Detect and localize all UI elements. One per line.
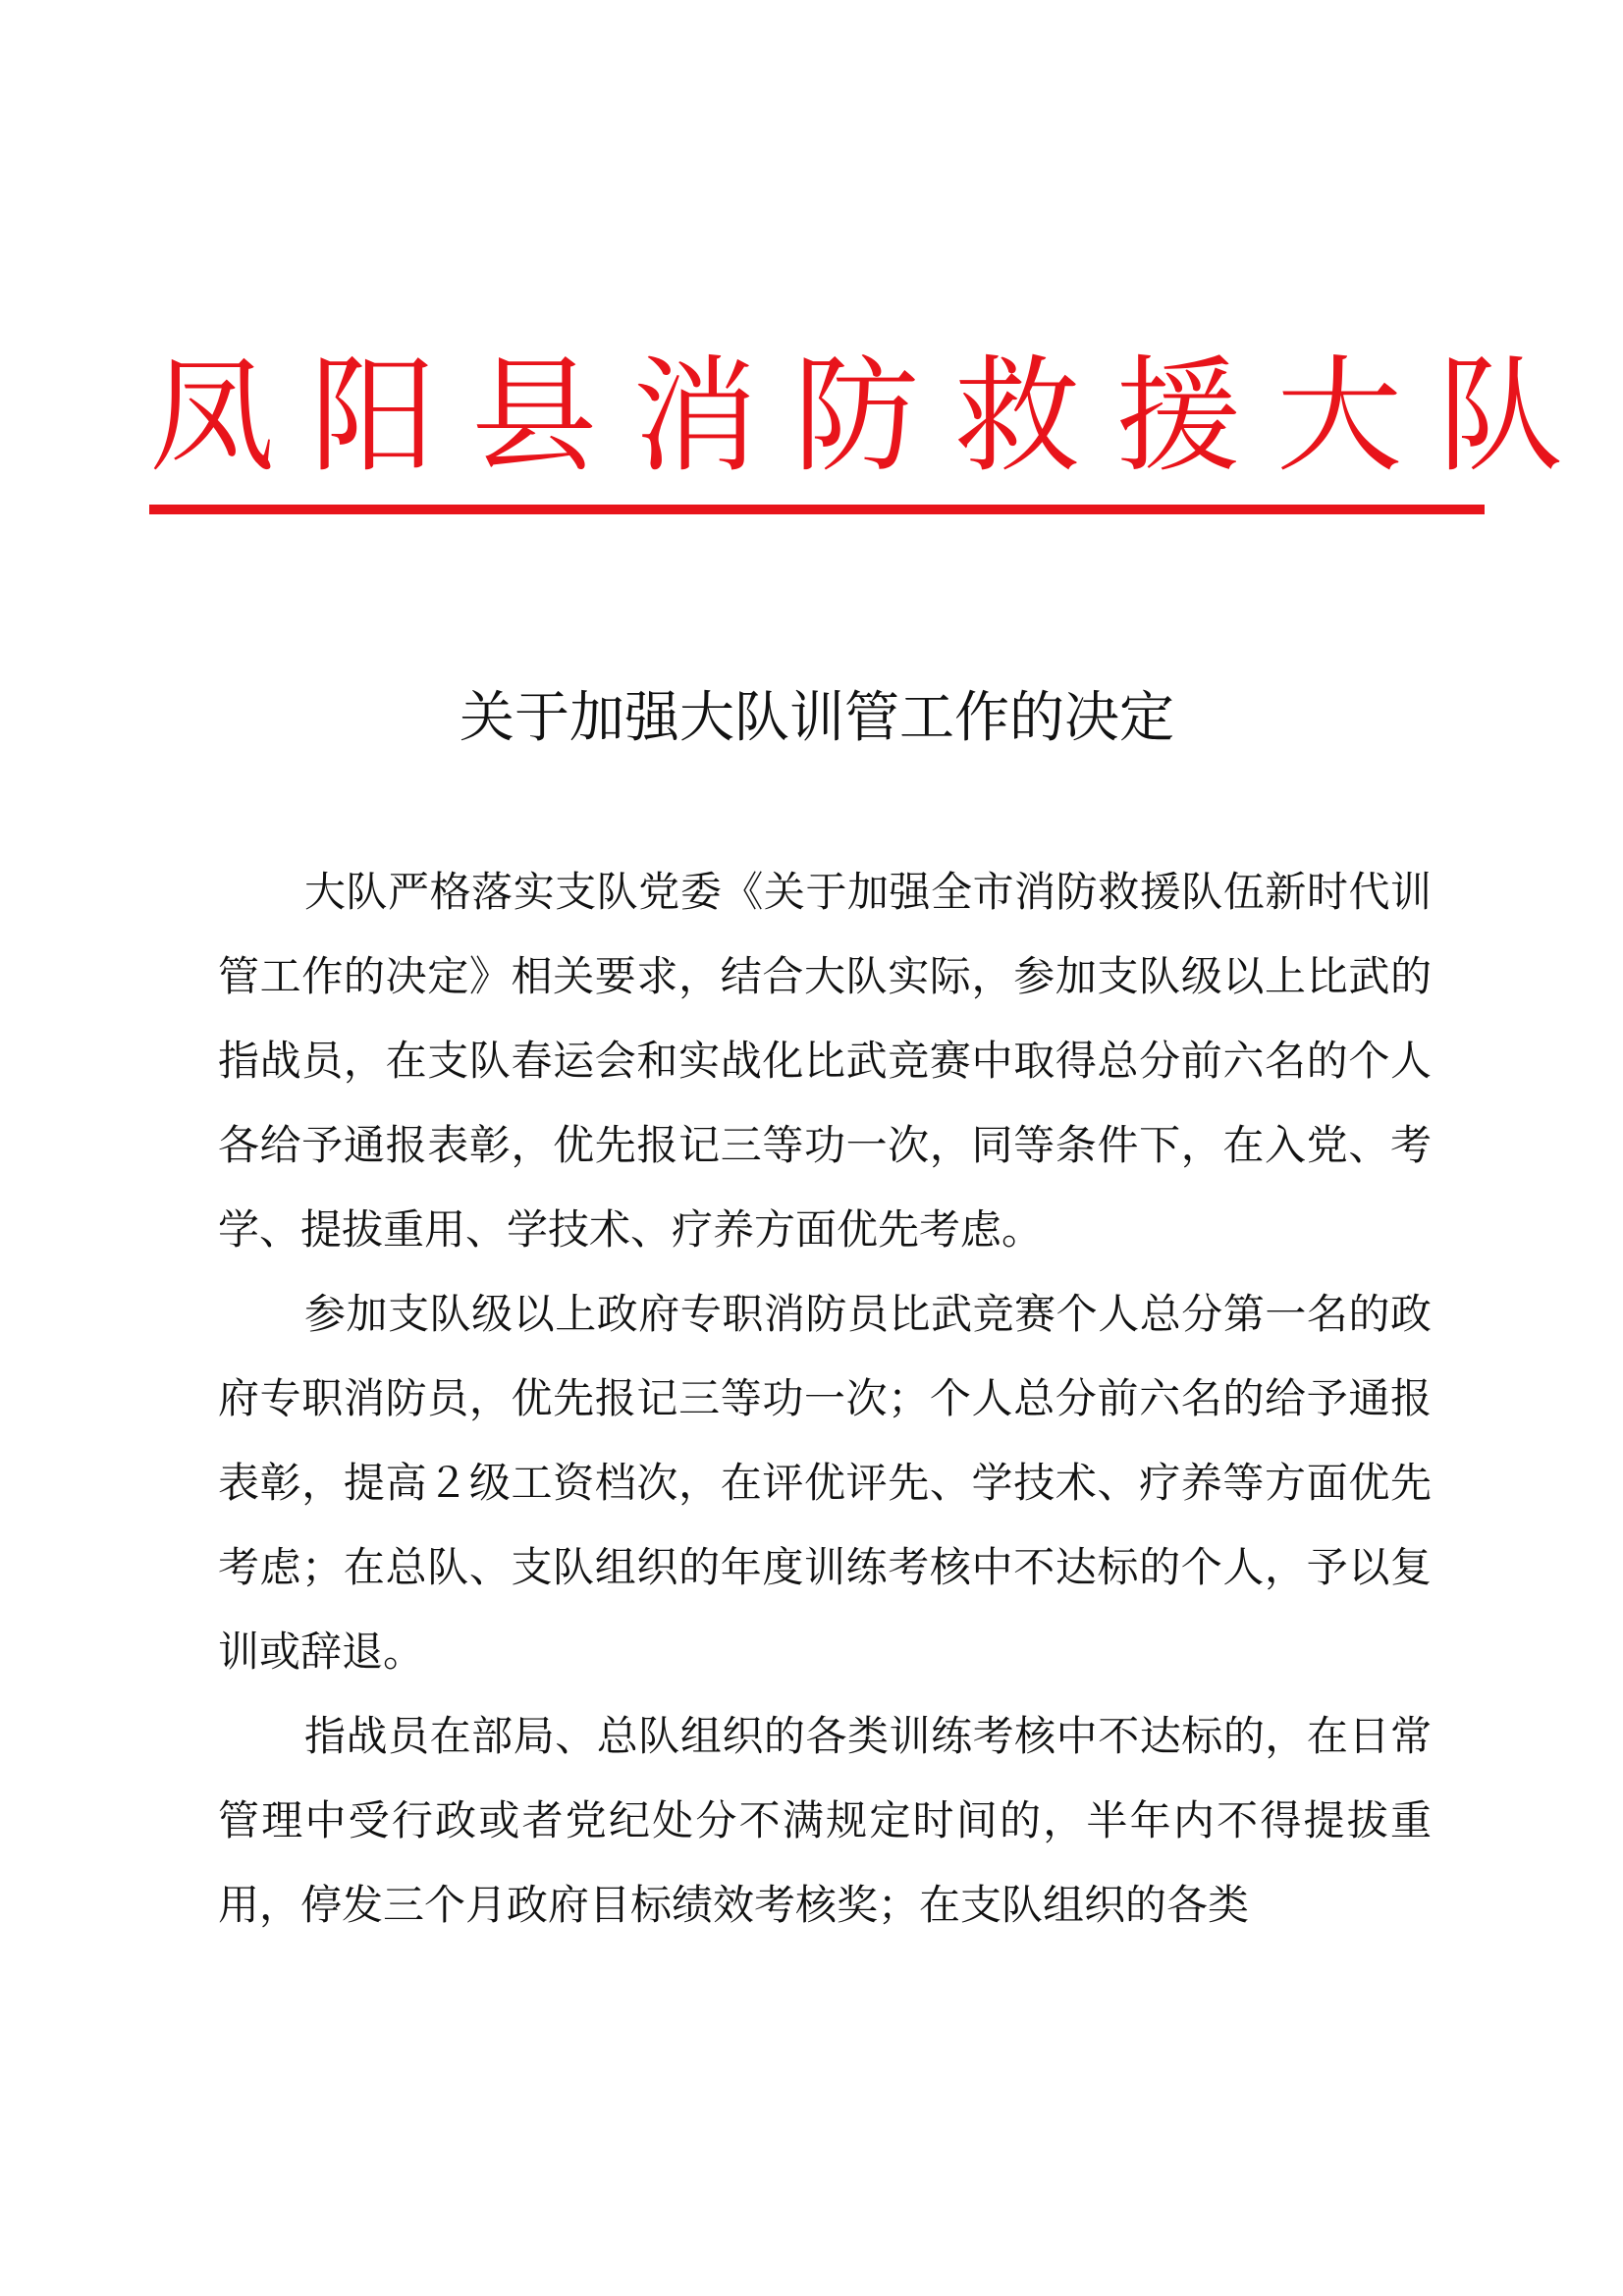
header-red-rule (149, 505, 1485, 514)
paragraph-2: 参加支队级以上政府专职消防员比武竞赛个人总分第一名的政府专职消防员，优先报记三等功一次；个人总分前六名的给予通报表彰，提高２级工资档次，在评优评先、学技术、疗养等方面优先考虑；在总队、支队组织的年度训练考核中不达标的个人，予以复训或辞退。 (218, 1290, 1432, 1676)
document-body (218, 850, 1432, 1948)
document-title: 关于加强大队训管工作的决定 (460, 686, 1174, 750)
paragraph-3: 指战员在部局、总队组织的各类训练考核中不达标的，在日常管理中受行政或者党纪处分不满规定时间的，半年内不得提拔重用，停发三个月政府目标绩效考核奖；在支队组织的各类 (218, 1712, 1432, 1929)
organization-header: 凤阳县消防救援大队 (149, 344, 1599, 490)
paragraph-1: 大队严格落实支队党委《关于加强全市消防救援队伍新时代训管工作的决定》相关要求，结合大队实际，参加支队级以上比武的指战员，在支队春运会和实战化比武竞赛中取得总分前六名的个人各给予通报表彰，优先报记三等功一次，同等条件下，在入党、考学、提拔重用、学技术、疗养方面优先考虑。 (218, 868, 1432, 1254)
